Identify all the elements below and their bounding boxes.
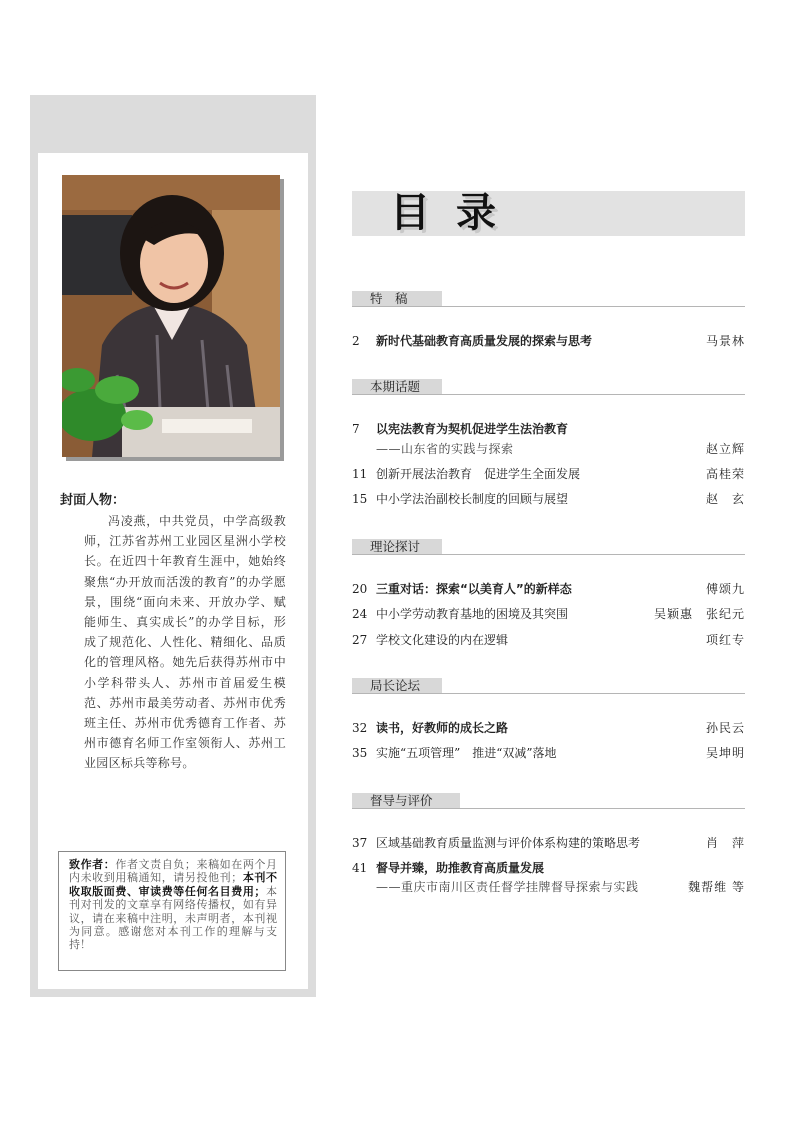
entry-page: 24: [352, 607, 368, 621]
entry-title: 读书，好教师的成长之路: [376, 721, 509, 735]
toc-entry[interactable]: [352, 859, 745, 877]
entry-author: 赵立辉: [705, 442, 745, 456]
section-header: [352, 678, 745, 694]
section-header: [352, 539, 745, 555]
author-notice-box: [58, 851, 286, 971]
section-label: 理论探讨: [352, 539, 442, 555]
toc-entry[interactable]: [352, 605, 745, 623]
section-rule: [352, 808, 745, 809]
section-label: 特 稿: [352, 291, 442, 307]
entry-author: 马景林: [705, 334, 745, 348]
entry-subtitle: ——山东省的实践与探索: [376, 442, 514, 456]
cover-figure-heading: 封面人物：: [60, 493, 126, 508]
section-label: 督导与评价: [352, 793, 460, 809]
entry-author: 肖 萍: [705, 836, 745, 850]
entry-author: 吴坤明: [705, 746, 745, 760]
entry-page: 27: [352, 633, 368, 647]
section-label: 本期话题: [352, 379, 442, 395]
section-header: [352, 379, 745, 395]
cover-sidebar: [30, 95, 316, 997]
section-rule: [352, 554, 745, 555]
entry-page: 11: [352, 467, 368, 481]
notice-bold-text: 本刊不收取版面费、审读费等任何名目费用；: [69, 871, 277, 898]
notice-lead: 致作者：: [69, 858, 116, 871]
entry-author: 高桂荣: [705, 467, 745, 481]
toc-title-band: [352, 191, 745, 236]
entry-title: 以宪法教育为契机促进学生法治教育: [376, 422, 569, 436]
cover-figure-bio: 冯凌燕，中共党员，中学高级教师，江苏省苏州工业园区星洲小学校长。在近四十年教育生涯中，她始终聚焦“办开放而活泼的教育”的办学愿景，围绕“面向未来、开放办学、赋能师生、真实成长”的办学目标，形成了规范化、人性化、精细化、品质化的管理风格。她先后获得苏州市中小学科带头人、苏州市首届爱生模范、苏州市最美劳动者、苏州市优秀班主任、苏州市优秀德育工作者、苏州市德育名师工作室领衔人、苏州工业园区标兵等称号。: [84, 514, 286, 771]
entry-page: 35: [352, 746, 368, 760]
toc-entry[interactable]: [352, 631, 745, 649]
toc-entry[interactable]: [352, 465, 745, 483]
entry-page: 15: [352, 492, 368, 506]
toc-entry[interactable]: [352, 834, 745, 852]
notice-text-1: 作者文责自负；来稿如在两个月内未收到用稿通知，请另投他刊；: [69, 858, 278, 885]
entry-page: 7: [352, 422, 360, 436]
entry-author: 赵 玄: [705, 492, 745, 506]
entry-page: 41: [352, 861, 368, 875]
entry-page: 32: [352, 721, 368, 735]
section-header: [352, 291, 745, 307]
section-rule: [352, 306, 745, 307]
entry-author: 项红专: [705, 633, 745, 647]
toc-entry[interactable]: [352, 490, 745, 508]
entry-title: 区域基础教育质量监测与评价体系构建的策略思考: [376, 836, 641, 850]
entry-title: 新时代基础教育高质量发展的探索与思考: [376, 334, 593, 348]
entry-author: 魏帮维 等: [688, 880, 745, 894]
section-rule: [352, 693, 745, 694]
section-header: [352, 793, 745, 809]
toc-entry[interactable]: [352, 332, 745, 350]
section-rule: [352, 394, 745, 395]
entry-title: 创新开展法治教育 促进学生全面发展: [376, 467, 581, 481]
section-label: 局长论坛: [352, 678, 442, 694]
toc-title: 目录: [390, 190, 522, 236]
entry-title: 督导并臻，助推教育高质量发展: [376, 861, 545, 875]
entry-title: 学校文化建设的内在逻辑: [376, 633, 509, 647]
entry-title: 中小学劳动教育基地的困境及其突围: [376, 607, 569, 621]
toc-entry-subtitle-row: [352, 878, 745, 896]
toc-entry[interactable]: [352, 719, 745, 737]
toc-entry-subtitle-row: [352, 440, 745, 458]
entry-page: 20: [352, 582, 368, 596]
toc-entry[interactable]: [352, 420, 745, 438]
entry-title: 中小学法治副校长制度的回顾与展望: [376, 492, 569, 506]
entry-author: 孙民云: [705, 721, 745, 735]
cover-panel: [38, 153, 308, 989]
entry-title: 三重对话：探索“以美育人”的新样态: [376, 582, 572, 596]
entry-page: 37: [352, 836, 368, 850]
toc-entry[interactable]: [352, 580, 745, 598]
cover-portrait-photo: [62, 175, 280, 457]
entry-title: 实施“五项管理” 推进“双减”落地: [376, 746, 557, 760]
toc-entry[interactable]: [352, 744, 745, 762]
entry-author: 傅颂九: [705, 582, 745, 596]
entry-author: 吴颖惠 张纪元: [653, 607, 745, 621]
entry-page: 2: [352, 334, 360, 348]
notice-text-2: 本刊对刊发的文章享有网络传播权，如有异议，请在来稿中注明，未声明者，本刊视为同意。感谢您对本刊工作的理解与支持！: [69, 884, 278, 952]
entry-subtitle: ——重庆市南川区责任督学挂牌督导探索与实践: [376, 880, 639, 894]
